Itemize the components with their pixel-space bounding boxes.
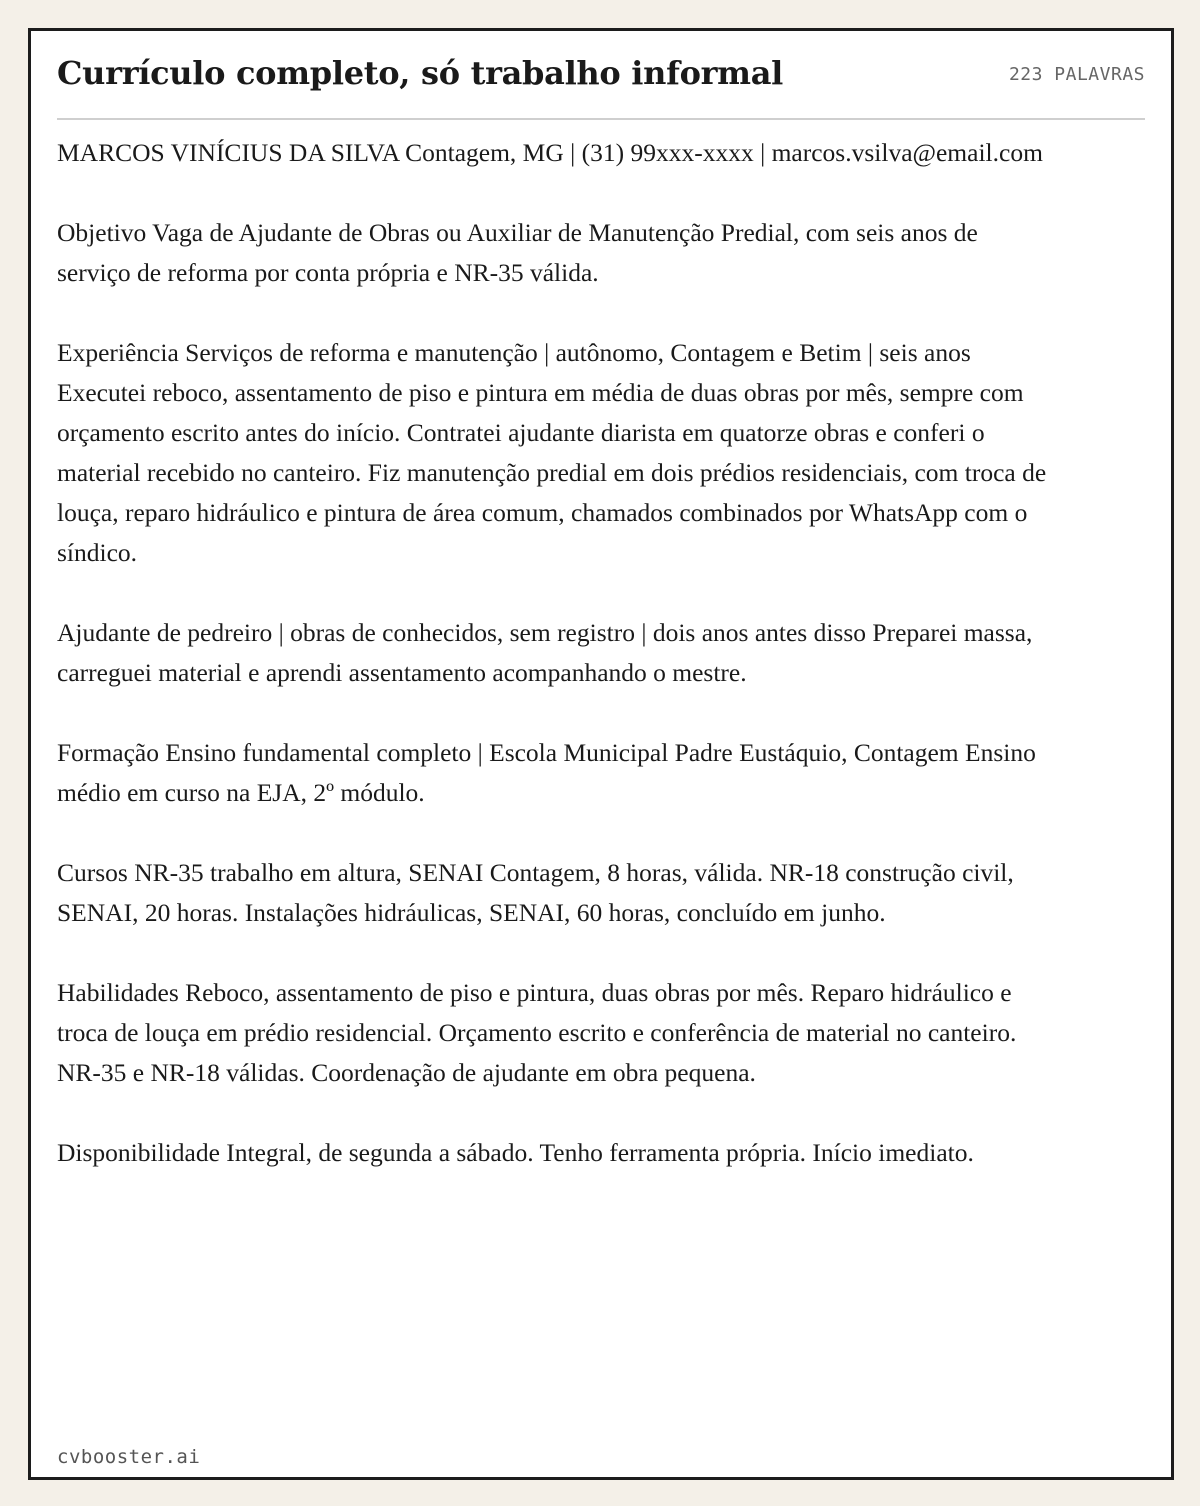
skills-section: Habilidades Reboco, assentamento de piso e pintura, duas obras por mês. Reparo hidráulico e troca de louça em prédio residencial. Orçamento escrito e conferência de material no canteiro. NR-35 e NR-18 válidas. Coordenação de ajudante em obra pequena. bbox=[57, 978, 1017, 1087]
resume-card bbox=[28, 28, 1174, 1480]
courses-section: Cursos NR-35 trabalho em altura, SENAI Contagem, 8 horas, válida. NR-18 construção civil, SENAI, 20 horas. Instalações hidráulicas, SENAI, 60 horas, concluído em junho. bbox=[57, 858, 1014, 927]
word-count-label: 223 PALAVRAS bbox=[1008, 64, 1145, 85]
brand-footer: cvbooster.ai bbox=[57, 1446, 201, 1468]
experience-section: Experiência Serviços de reforma e manutenção | autônomo, Contagem e Betim | seis anos Executei reboco, assentamento de piso e pintura em média de duas obras por mês, sempre com orçamento escrito antes do início. Contratei ajudante diarista em quatorze obras e conferi o material recebido no canteiro. Fiz manutenção predial em dois prédios residenciais, com troca de louça, reparo hidráulico e pintura de área comum, chamados combinados por WhatsApp com o síndico. bbox=[57, 338, 1047, 567]
resume-text bbox=[57, 133, 1057, 1213]
card-header bbox=[57, 31, 1145, 120]
availability-section: Disponibilidade Integral, de segunda a sábado. Tenho ferramenta própria. Início imediato. bbox=[57, 1138, 974, 1167]
education-section: Formação Ensino fundamental completo | Escola Municipal Padre Eustáquio, Contagem Ensino médio em curso na EJA, 2º módulo. bbox=[57, 738, 1036, 807]
objective-section: Objetivo Vaga de Ajudante de Obras ou Auxiliar de Manutenção Predial, com seis anos de serviço de reforma por conta própria e NR-35 válida. bbox=[57, 218, 978, 287]
contact-section: MARCOS VINÍCIUS DA SILVA Contagem, MG | (31) 99xxx-xxxx | marcos.vsilva@email.com bbox=[57, 138, 1043, 167]
experience-entry: Ajudante de pedreiro | obras de conhecidos, sem registro | dois anos antes disso Preparei massa, carreguei material e aprendi assentamento acompanhando o mestre. bbox=[57, 618, 1033, 687]
page-title: Currículo completo, só trabalho informal bbox=[57, 54, 784, 92]
